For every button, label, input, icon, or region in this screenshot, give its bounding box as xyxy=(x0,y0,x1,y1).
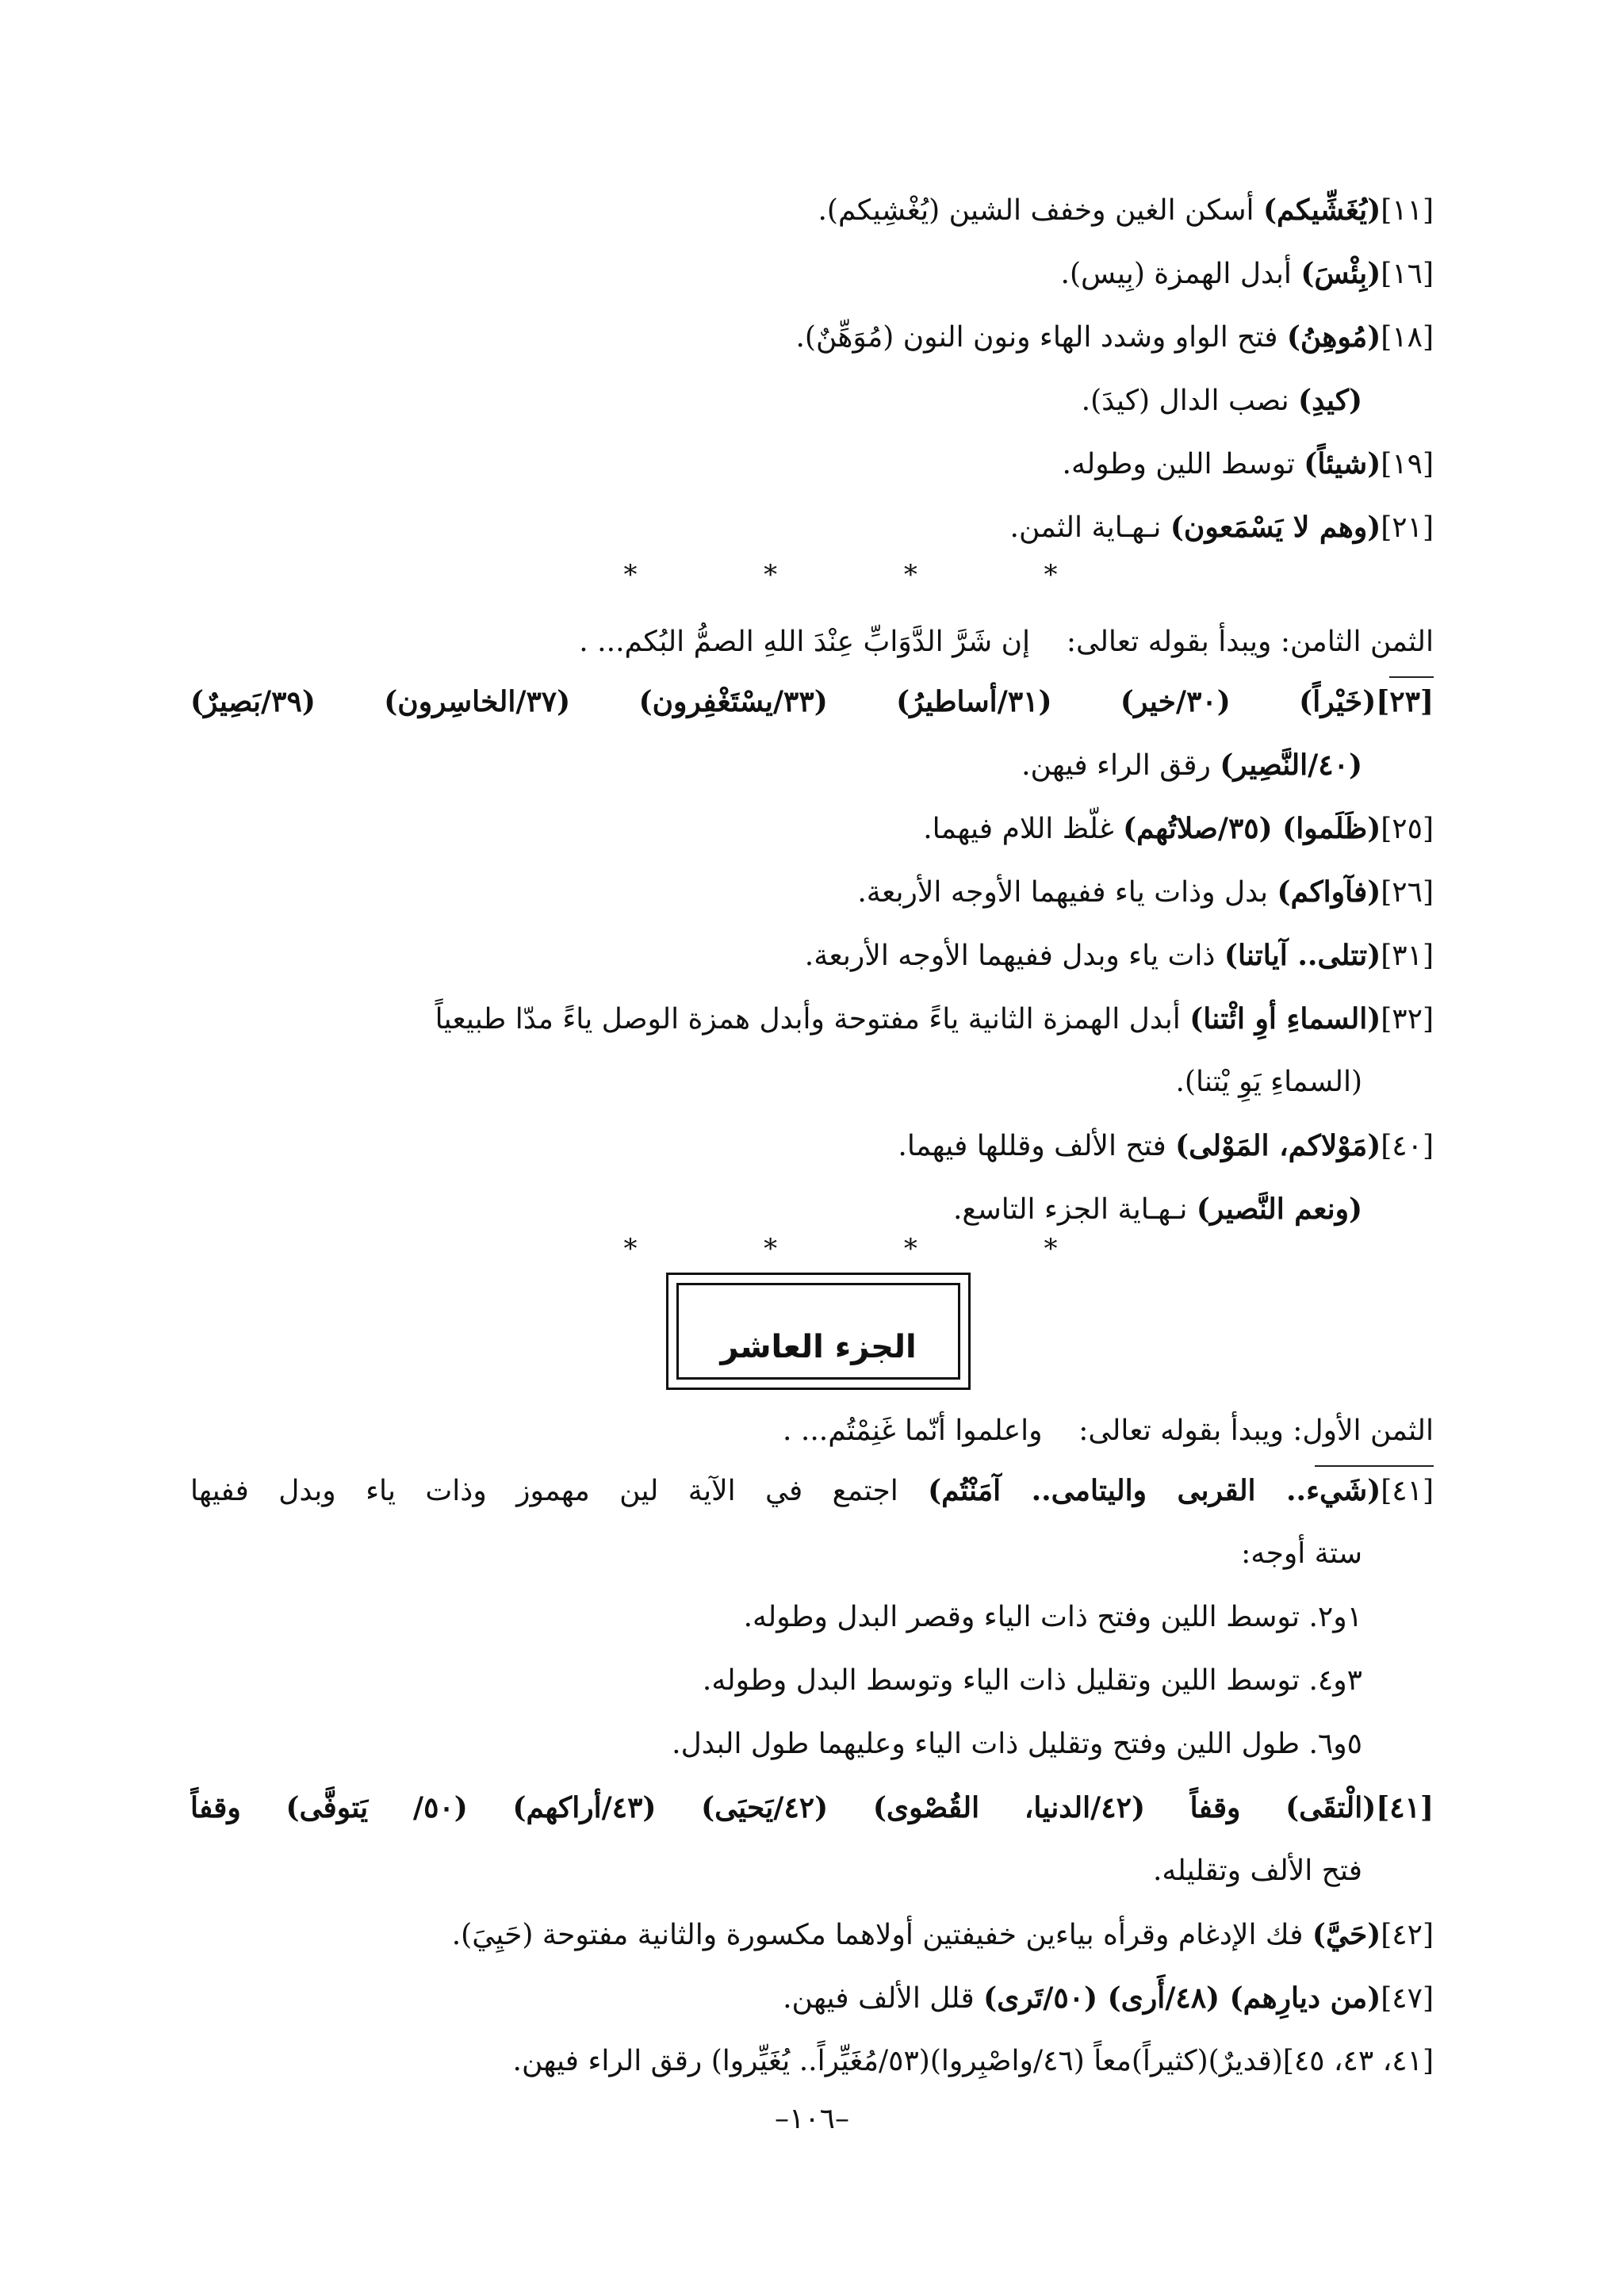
section-separator xyxy=(619,559,1063,591)
list-item: ٥و٦. طول اللين وفتح وتقليل ذات الياء وعليهما طول البدل. xyxy=(672,1728,1362,1760)
star: * xyxy=(903,559,917,591)
text-line: [٢٥](ظَلَموا) (٣٥/صلاتُهم) غلّظ اللام فيهما. xyxy=(923,812,1434,845)
text-line: [١٦](بِئْسَ) أبدل الهمزة (بِيس). xyxy=(1060,257,1434,290)
text-line: [٤١](الْتقَى) وقفاً (٤٢/الدنيا، القُصْوى) (٤٢/يَحيَى) (٤٣/أراكهم) (٥٠/ يَتوفَّى) وقفاً xyxy=(190,1791,1434,1824)
chapter-title-box xyxy=(666,1273,971,1390)
star: * xyxy=(1044,559,1058,591)
text-line: [٢٣](خَيْراً) (٣٠/خير) (٣١/أساطيرُ) (٣٣/يسْتَغْفِرون) (٣٧/الخاسِرون) (٣٩/بَصِيرٌ) xyxy=(190,685,1434,718)
text-line: [١٨](مُوهِنُ) فتح الواو وشدد الهاء ونون النون (مُوَهِّنٌ). xyxy=(795,320,1434,354)
text-line: (كيدِ) نصب الدال (كيدَ). xyxy=(1081,384,1362,417)
star: * xyxy=(623,559,638,591)
list-item: ١و٢. توسط اللين وفتح ذات الياء وقصر البدل وطوله. xyxy=(743,1601,1362,1633)
chapter-title: الجزء العاشر xyxy=(720,1329,917,1365)
text-line: فتح الألف وتقليله. xyxy=(1152,1855,1362,1887)
text-line: ستة أوجه: xyxy=(1241,1537,1362,1570)
text-line: [٣١](تتلى.. آياتنا) ذات ياء وبدل ففيهما الأوجه الأربعة. xyxy=(804,939,1434,972)
section-separator xyxy=(619,1233,1063,1265)
page-number: –١٠٦– xyxy=(774,2103,849,2135)
list-item: ٣و٤. توسط اللين وتقليل ذات الياء وتوسط البدل وطوله. xyxy=(702,1664,1362,1697)
text-line: [٤٠](مَوْلاكم، المَوْلى) فتح الألف وقللها فيهما. xyxy=(898,1129,1434,1162)
text-line: [٤٢](حَيَّ) فك الإدغام وقرأه بياءين خفيفتين أولاهما مكسورة والثانية مفتوحة (حَيِيَ). xyxy=(451,1918,1434,1951)
star: * xyxy=(764,1233,778,1265)
star: * xyxy=(1044,1233,1058,1265)
text-line: (٤٠/النَّصِير) رقق الراء فيهن. xyxy=(1021,748,1362,782)
star: * xyxy=(623,1233,638,1265)
star: * xyxy=(903,1233,917,1265)
section-heading-line: الثمن الأول: ويبدأ بقوله تعالى: واعلموا أنّما غَنِمْتُم... . xyxy=(783,1414,1434,1447)
text-line: (السماءِ يَوِ يْتنا). xyxy=(1175,1066,1362,1098)
section-heading-line: الثمن الثامن: ويبدأ بقوله تعالى: إن شَرَّ الدَّوَابِّ عِنْدَ اللهِ الصمُّ البُكم... . xyxy=(579,626,1434,658)
text-line: (ونعم النَّصير) نـهـاية الجزء التاسع. xyxy=(952,1192,1362,1226)
star: * xyxy=(764,559,778,591)
text-line: [٢١](وهم لا يَسْمَعون) نـهـاية الثمن. xyxy=(1009,511,1434,544)
chapter-title-inner-frame xyxy=(676,1283,960,1380)
text-line: [٢٦](فآواكم) بدل وذات ياء ففيهما الأوجه الأربعة. xyxy=(857,875,1434,909)
text-line: [١١](يُغَشِّيكم) أسكن الغين وخفف الشين (يُغْشِيكم). xyxy=(818,193,1434,227)
text-line: [٤١](شَيء.. القربى واليتامى.. آمَنْتُم) اجتمع في الآية لين مهموز وذات ياء وبدل ففيها xyxy=(190,1474,1434,1507)
text-line: [١٩](شيئاً) توسط اللين وطوله. xyxy=(1062,447,1434,480)
text-line: [٣٢](السماءِ أوِ ائْتنا) أبدل الهمزة الثانية ياءً مفتوحة وأبدل همزة الوصل ياءً مدّا طبيعياً xyxy=(435,1002,1434,1035)
text-line: [٤١، ٤٣، ٤٥](قديرٌ)(كثيراً)معاً (٤٦/واصْبِروا)(٥٣/مُغَيِّراً.. يُغَيِّروا) رقق الراء فيهن. xyxy=(512,2045,1434,2077)
text-line: [٤٧](من ديارِهم) (٤٨/أَرى) (٥٠/تَرى) قلل الألف فيهن. xyxy=(783,1981,1434,2015)
